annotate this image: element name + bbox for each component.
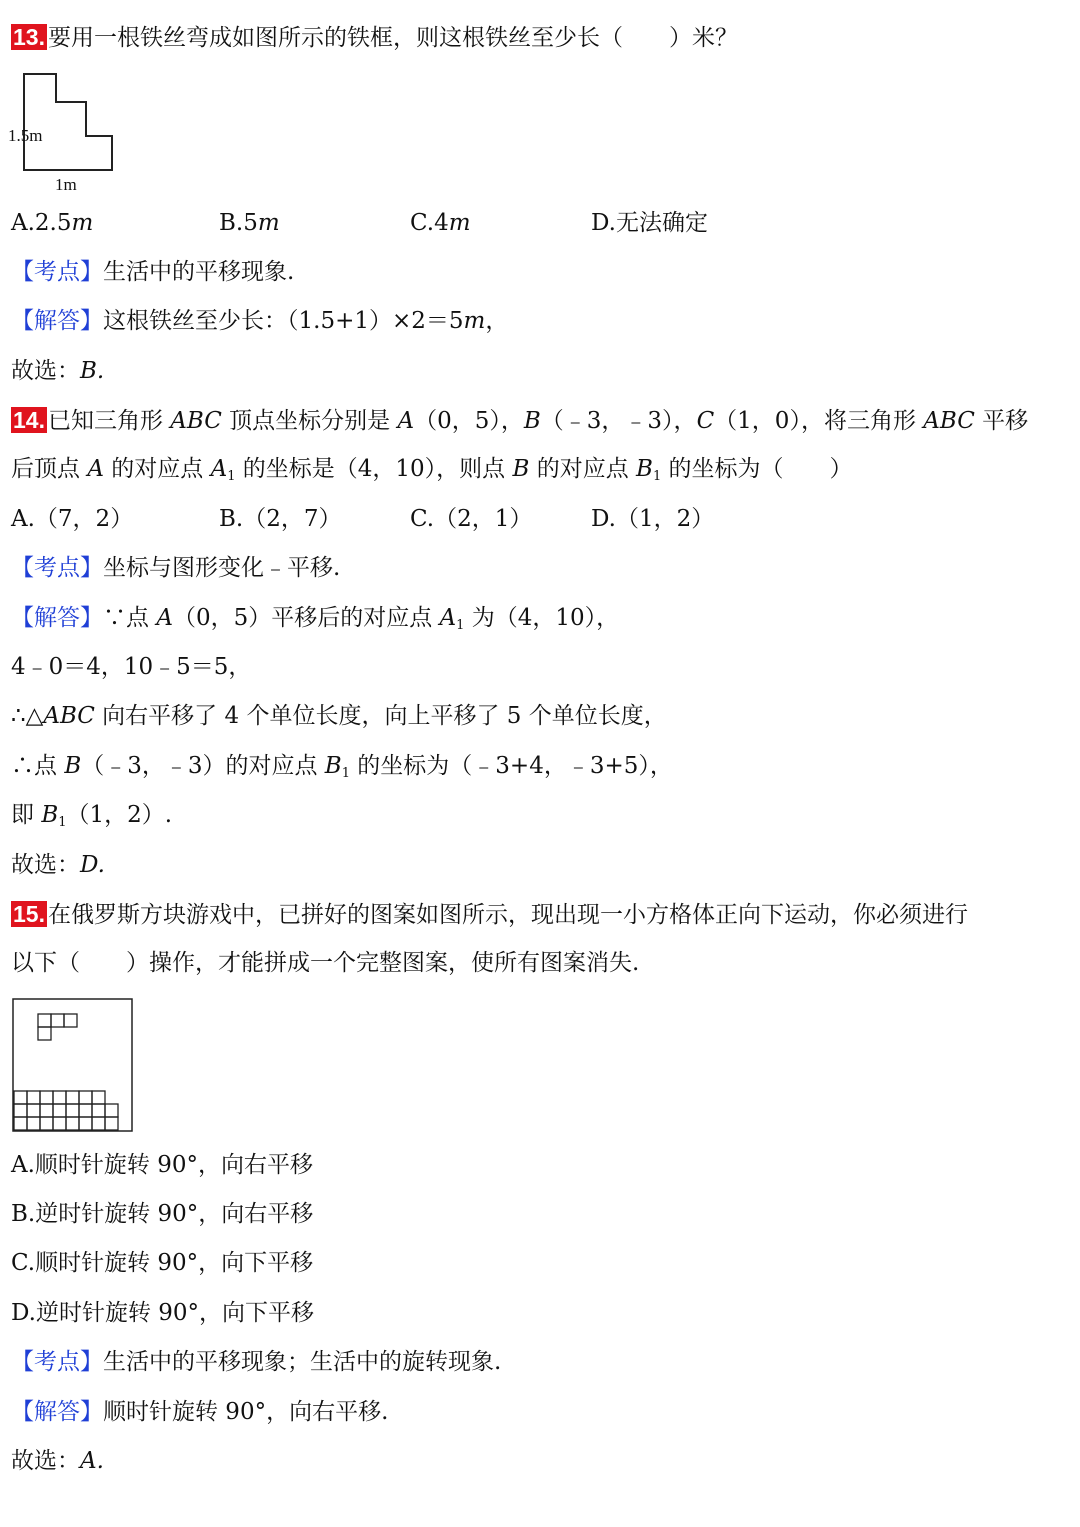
q15-falling-piece xyxy=(38,1014,77,1040)
q14-answer: 故选：D. xyxy=(11,852,105,878)
q14-jieda-step2: 4﹣0＝4，10﹣5＝5， xyxy=(11,654,252,680)
q15-option-b: B.逆时针旋转 90°，向右平移 xyxy=(11,1201,314,1227)
q14-kaodian: 【考点】坐标与图形变化﹣平移. xyxy=(11,555,341,581)
q14-jieda-step3: ∴△ABC 向右平移了 4 个单位长度，向上平移了 5 个单位长度， xyxy=(11,703,667,729)
q13-answer: 故选：B. xyxy=(11,358,105,384)
q13-option-d: D.无法确定 xyxy=(591,210,708,236)
q15-stem-line1: 15. 在俄罗斯方块游戏中，已拼好的图案如图所示，现出现一小方格体正向下运动，你必须进行 xyxy=(13,901,968,928)
q15-option-c: C.顺时针旋转 90°，向下平移 xyxy=(11,1250,314,1276)
q14-number: 14. xyxy=(13,407,45,433)
q15-stem-line2: 以下（ ）操作，才能拼成一个完整图案，使所有图案消失. xyxy=(11,950,640,976)
q15-kaodian: 【考点】生活中的平移现象；生活中的旋转现象. xyxy=(11,1349,502,1375)
q14-stem-line1: 14. 已知三角形 ABC 顶点坐标分别是 A（0，5），B（﹣3，﹣3），C（1，0），将三角形 ABC 平移 xyxy=(13,407,1029,434)
q15-answer: 故选：A. xyxy=(11,1448,104,1474)
q14-jieda-step1: 【解答】∵点 A（0，5）平移后的对应点 $A_1$ 为（4，10）， xyxy=(11,605,620,633)
q13-label-width: 1m xyxy=(55,175,77,194)
q13-jieda: 【解答】这根铁丝至少长：（1.5+1）×2＝5m， xyxy=(11,308,509,334)
q15-number: 15. xyxy=(13,901,45,927)
q14-stem-line2: 后顶点 A 的对应点 $A_1$ 的坐标是（4，10），则点 B 的对应点 $B_1$ 的坐标为（ ） xyxy=(11,456,853,484)
q14-jieda-step4: ∴点 B（﹣3，﹣3）的对应点 $B_1$ 的坐标为（﹣3+4，﹣3+5）， xyxy=(11,753,673,781)
q13-option-a: A.2.5m xyxy=(11,210,94,236)
q13-label-height: 1.5m xyxy=(8,126,43,145)
q15-tetris-figure xyxy=(12,998,134,1134)
q13-kaodian: 【考点】生活中的平移现象. xyxy=(11,259,295,285)
q14-option-d: D.（1，2） xyxy=(591,506,715,532)
q15-option-a: A.顺时针旋转 90°，向右平移 xyxy=(11,1152,313,1178)
q14-option-c: C.（2，1） xyxy=(410,506,533,532)
q13-stem: 13. 要用一根铁丝弯成如图所示的铁框，则这根铁丝至少长（ ）米？ xyxy=(13,24,738,51)
q15-option-d: D.逆时针旋转 90°，向下平移 xyxy=(11,1300,315,1326)
q15-stacked-rows xyxy=(14,1091,118,1130)
q14-option-a: A.（7，2） xyxy=(11,506,134,532)
q14-option-b: B.（2，7） xyxy=(219,506,342,532)
q15-jieda: 【解答】顺时针旋转 90°，向右平移. xyxy=(11,1399,389,1425)
q13-number: 13. xyxy=(13,24,45,50)
q13-option-b: B.5m xyxy=(219,210,280,236)
q14-jieda-step5: 即 $B_1(1$，2）. xyxy=(11,802,173,830)
q13-option-c: C.4m xyxy=(410,210,471,236)
q13-figure xyxy=(6,70,118,194)
